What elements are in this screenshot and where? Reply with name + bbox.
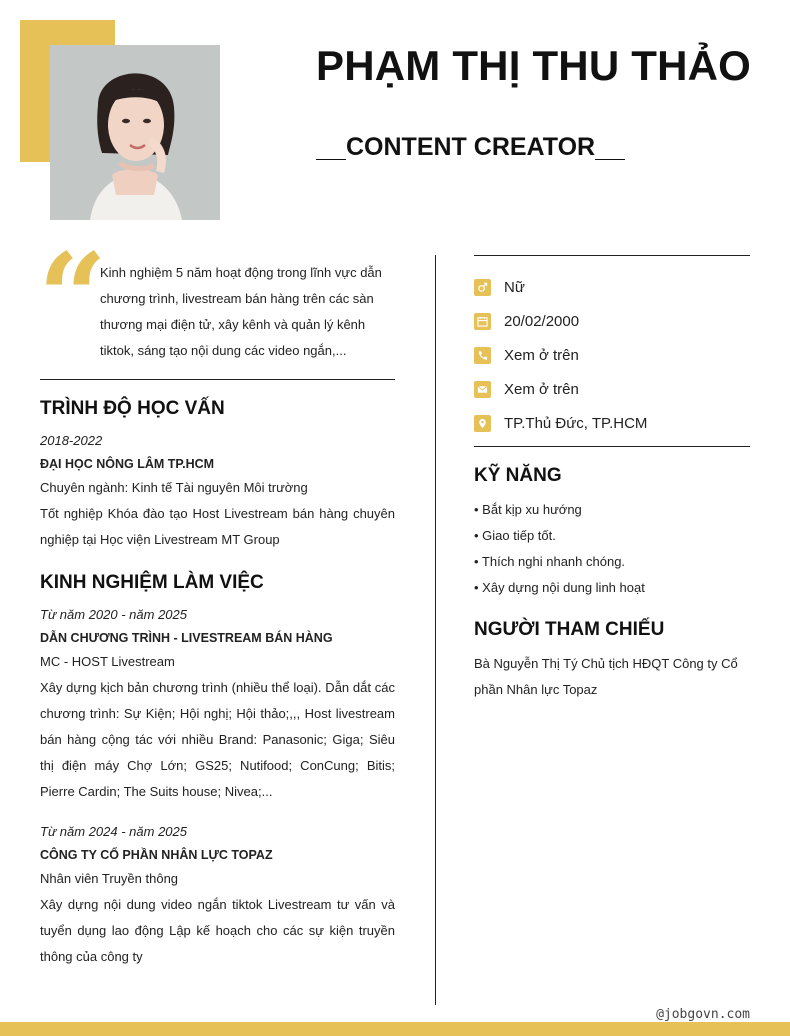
phone-value: Xem ở trên: [504, 346, 579, 364]
experience-period: Từ năm 2024 - năm 2025: [40, 824, 187, 839]
gender-icon: [474, 279, 491, 296]
experience-item: [40, 820, 395, 970]
skill-item: • Thích nghi nhanh chóng.: [474, 554, 626, 569]
contact-info: [474, 270, 750, 440]
footer-accent-bar: [0, 1022, 790, 1036]
skills-title: KỸ NĂNG: [474, 465, 562, 486]
education-note: Tốt nghiệp Khóa đào tạo Host Livestream bán hàng chuyên nghiệp tại Học viện Livestream MT Group: [40, 506, 395, 547]
location-icon: [474, 415, 491, 432]
candidate-name: PHẠM THỊ THU THẢO: [316, 42, 752, 89]
experience-desc: Xây dựng nội dung video ngắn tiktok Livestream tư vấn và tuyển dụng lao động Lập kế hoạch cho các sự kiện truyền thông của công ty: [40, 897, 395, 964]
skill-item: • Giao tiếp tốt.: [474, 528, 556, 543]
contact-email: [474, 372, 750, 406]
education-major: Chuyên ngành: Kinh tế Tài nguyên Môi trường: [40, 480, 308, 495]
divider-right-mid: [474, 446, 750, 447]
job-title: [316, 133, 625, 162]
watermark: @jobgovn.com: [656, 1007, 750, 1022]
gender-value: Nữ: [504, 278, 525, 296]
job-title-text: CONTENT CREATOR: [346, 133, 596, 161]
divider-left: [40, 379, 395, 380]
title-dash-left: [316, 136, 346, 160]
divider-right-top: [474, 255, 750, 256]
experience-role: Nhân viên Truyền thông: [40, 871, 179, 886]
skill-item: • Bắt kịp xu hướng: [474, 502, 582, 517]
experience-org: CÔNG TY CỔ PHẦN NHÂN LỰC TOPAZ: [40, 848, 273, 862]
contact-gender: [474, 270, 750, 304]
quote-mark-icon: “: [38, 227, 108, 368]
address-value: TP.Thủ Đức, TP.HCM: [504, 414, 648, 432]
skills-list: [474, 497, 645, 601]
skill-item: • Xây dựng nội dung linh hoạt: [474, 580, 645, 595]
calendar-icon: [474, 313, 491, 330]
experience-item: [40, 603, 395, 805]
email-value: Xem ở trên: [504, 380, 579, 398]
reference-title: NGƯỜI THAM CHIẾU: [474, 619, 665, 640]
reference-text: Bà Nguyễn Thị Tý Chủ tịch HĐQT Công ty Cổ phần Nhân lực Topaz: [474, 656, 738, 697]
phone-icon: [474, 347, 491, 364]
summary-text: Kinh nghiệm 5 năm hoạt động trong lĩnh vực dẫn chương trình, livestream bán hàng trên các sàn thương mại điện tử, xây kênh và quản lý kênh tiktok, sáng tạo nội dung các video ngắn,...: [100, 265, 382, 358]
experience-role: MC - HOST Livestream: [40, 654, 175, 669]
title-dash-right: [595, 136, 625, 160]
birthday-value: 20/02/2000: [504, 312, 580, 330]
profile-photo: [50, 45, 220, 220]
education-title: TRÌNH ĐỘ HỌC VẤN: [40, 398, 225, 419]
education-period: 2018-2022: [40, 433, 103, 448]
experience-desc: Xây dựng kịch bản chương trình (nhiều thể loại). Dẫn dắt các chương trình: Sự Kiện; Hội nghị; Hội thảo;,,, Host livestream bán hàng cộng tác với nhiều Brand: Panasonic; Giga; Siêu thị điện máy Chợ Lớn; GS25; Nutifood; ConCung; Bitis; Pierre Cardin; The Suits house; Nivea;...: [40, 680, 395, 799]
contact-birthday: [474, 304, 750, 338]
experience-title: KINH NGHIỆM LÀM VIỆC: [40, 572, 264, 593]
contact-phone: [474, 338, 750, 372]
mail-icon: [474, 381, 491, 398]
experience-period: Từ năm 2020 - năm 2025: [40, 607, 187, 622]
education-block: [40, 429, 395, 553]
experience-org: DẪN CHƯƠNG TRÌNH - LIVESTREAM BÁN HÀNG: [40, 631, 333, 645]
education-school: ĐẠI HỌC NÔNG LÂM TP.HCM: [40, 457, 215, 471]
contact-address: [474, 406, 750, 440]
column-divider: [435, 255, 436, 1005]
